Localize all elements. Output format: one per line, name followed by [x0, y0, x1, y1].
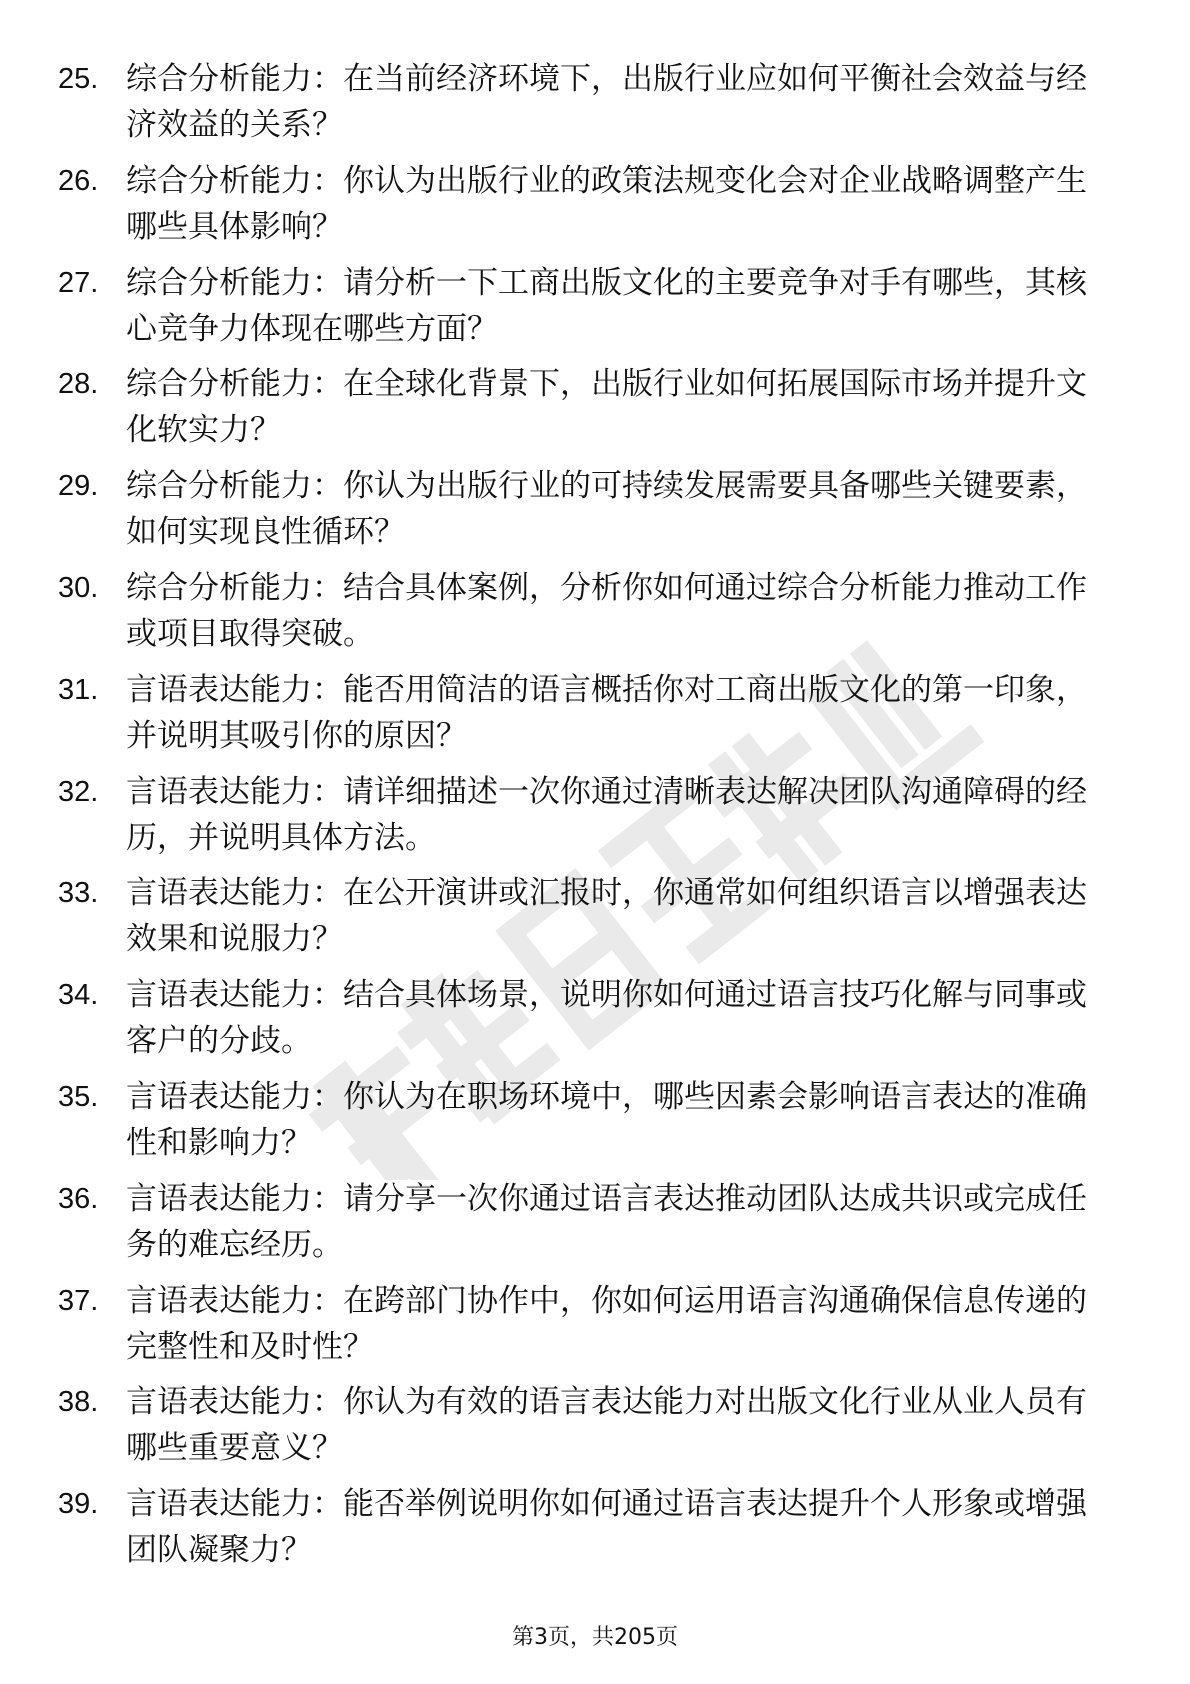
question-number: 26. [58, 164, 99, 197]
question-text: 综合分析能力：结合具体案例，分析你如何通过综合分析能力推动工作或项目取得突破。 [126, 569, 1087, 652]
list-item [58, 870, 1108, 972]
question-number: 34. [58, 979, 99, 1012]
question-text: 言语表达能力：能否用简洁的语言概括你对工商出版文化的第一印象，并说明其吸引你的原因？ [126, 671, 1087, 754]
question-text: 言语表达能力：结合具体场景，说明你如何通过语言技巧化解与同事或客户的分歧。 [126, 977, 1087, 1060]
question-number: 31. [58, 673, 99, 706]
question-text: 言语表达能力：在跨部门协作中，你如何运用语言沟通确保信息传递的完整性和及时性？ [126, 1282, 1087, 1365]
list-item [58, 1074, 1108, 1176]
list-item [58, 769, 1108, 871]
question-number: 38. [58, 1386, 99, 1419]
question-text: 言语表达能力：你认为有效的语言表达能力对出版文化行业从业人员有哪些重要意义？ [126, 1384, 1087, 1467]
page-number-footer: 第3页，共205页 [512, 1625, 678, 1650]
question-text: 综合分析能力：你认为出版行业的政策法规变化会对企业战略调整产生哪些具体影响？ [126, 162, 1087, 245]
question-number: 35. [58, 1080, 99, 1113]
question-text: 综合分析能力：你认为出版行业的可持续发展需要具备哪些关键要素，如何实现良性循环？ [126, 468, 1087, 551]
question-number: 29. [58, 470, 99, 503]
list-item [58, 1278, 1108, 1380]
question-number: 36. [58, 1182, 99, 1215]
question-number: 28. [58, 368, 99, 401]
question-number: 32. [58, 775, 99, 808]
list-item [58, 565, 1108, 667]
list-item [58, 260, 1108, 362]
question-list [58, 56, 1108, 1583]
question-text: 综合分析能力：在当前经济环境下，出版行业应如何平衡社会效益与经济效益的关系？ [126, 61, 1087, 143]
list-item [58, 56, 1108, 158]
list-item [58, 463, 1108, 565]
question-number: 30. [58, 571, 99, 604]
question-text: 言语表达能力：能否举例说明你如何通过语言表达提升个人形象或增强团队凝聚力？ [126, 1486, 1087, 1569]
list-item [58, 1379, 1108, 1481]
list-item [58, 361, 1108, 463]
question-number: 27. [58, 266, 99, 299]
list-item [58, 1481, 1108, 1583]
question-number: 39. [58, 1488, 99, 1521]
question-number: 25. [58, 63, 99, 95]
question-number: 37. [58, 1284, 99, 1317]
question-text: 言语表达能力：请详细描述一次你通过清晰表达解决团队沟通障碍的经历，并说明具体方法。 [126, 773, 1087, 856]
question-text: 综合分析能力：在全球化背景下，出版行业如何拓展国际市场并提升文化软实力？ [126, 366, 1087, 449]
list-item [58, 667, 1108, 769]
question-text: 言语表达能力：在公开演讲或汇报时，你通常如何组织语言以增强表达效果和说服力？ [126, 875, 1087, 958]
question-text: 综合分析能力：请分析一下工商出版文化的主要竞争对手有哪些，其核心竞争力体现在哪些方面？ [126, 264, 1087, 347]
list-item [58, 1176, 1108, 1278]
question-text: 言语表达能力：请分享一次你通过语言表达推动团队达成共识或完成任务的难忘经历。 [126, 1180, 1087, 1263]
list-item [58, 972, 1108, 1074]
question-number: 33. [58, 877, 99, 910]
list-item [58, 158, 1108, 260]
question-text: 言语表达能力：你认为在职场环境中，哪些因素会影响语言表达的准确性和影响力？ [126, 1078, 1087, 1161]
